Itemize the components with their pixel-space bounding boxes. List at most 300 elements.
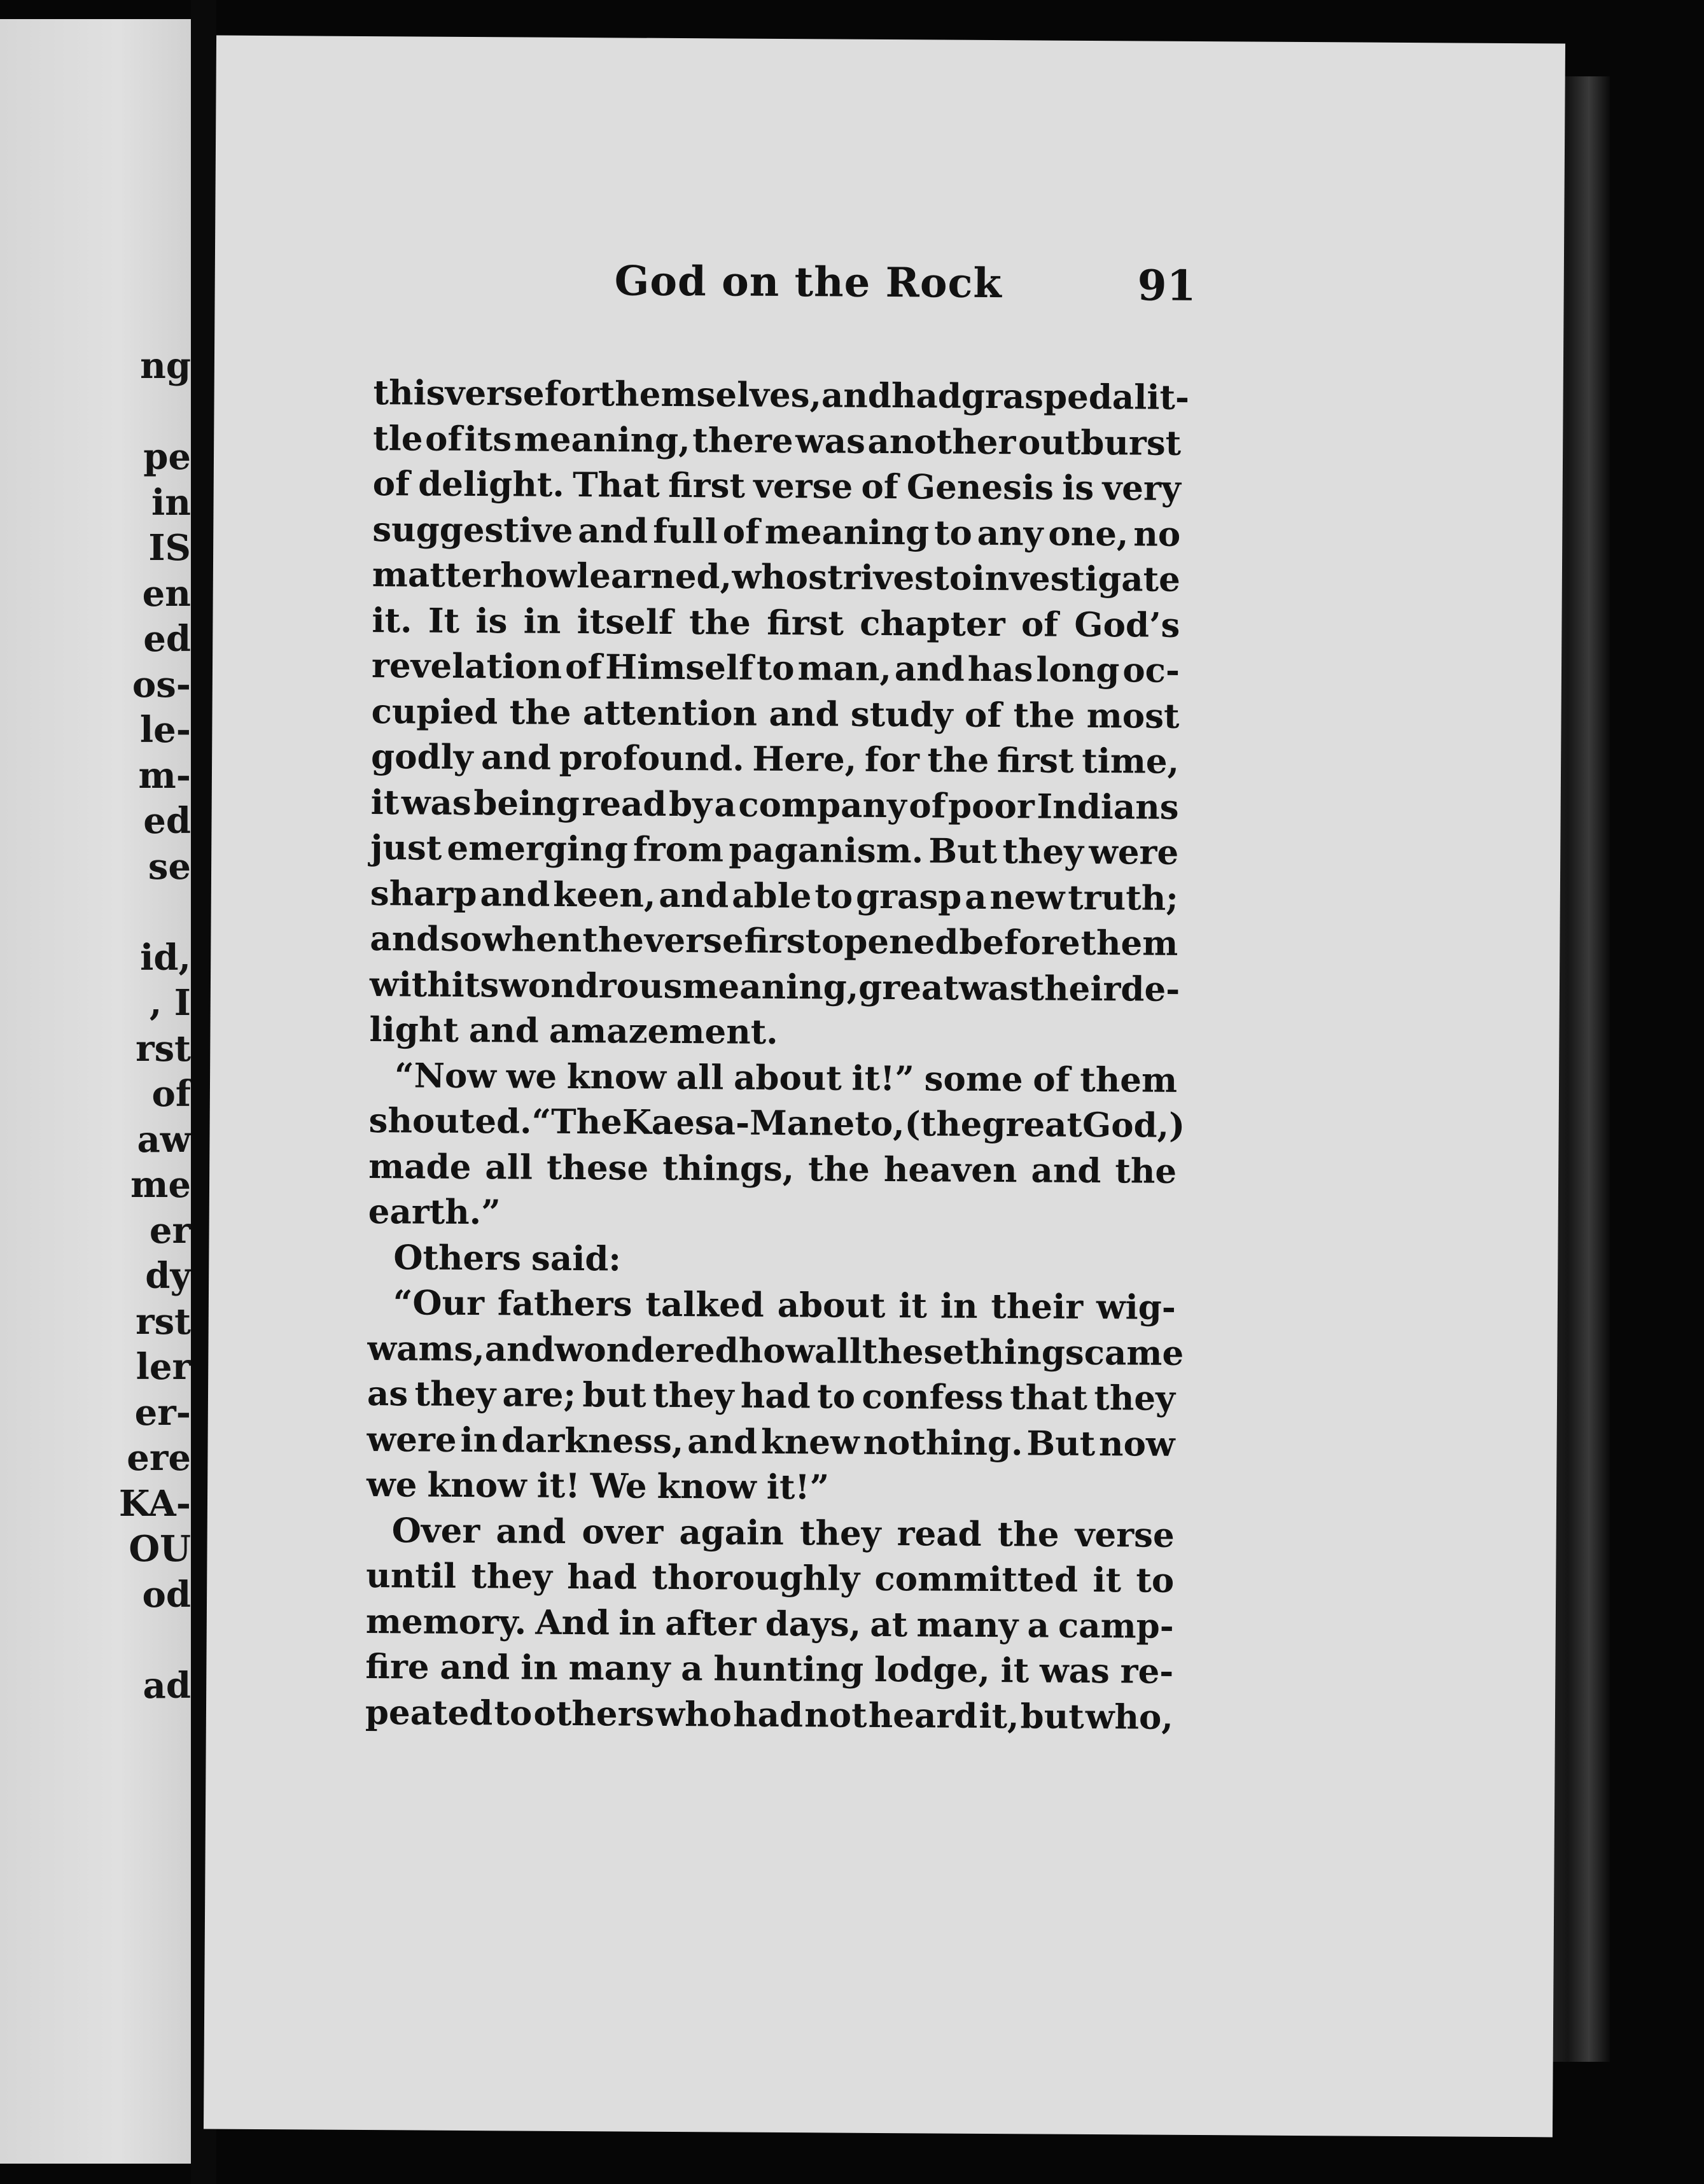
word: strives <box>808 557 934 598</box>
word: the <box>582 920 645 960</box>
previous-page-fragment: ed <box>143 800 191 842</box>
word: before <box>958 922 1080 963</box>
word: attention <box>582 692 758 734</box>
previous-page-fragment: , I <box>149 982 191 1024</box>
word: It <box>428 601 460 641</box>
word: some <box>924 1058 1023 1099</box>
word: were <box>1088 832 1179 872</box>
word: not <box>804 1695 867 1735</box>
word: was <box>401 782 471 823</box>
previous-page-fragment: en <box>142 572 191 615</box>
text-line <box>372 507 1180 557</box>
previous-page-fragment: id, <box>140 936 191 979</box>
word: being <box>473 783 580 823</box>
word: they <box>414 1374 496 1415</box>
word: tle <box>373 418 423 459</box>
word: but <box>582 1375 646 1415</box>
word: has <box>967 649 1033 690</box>
word: de- <box>1121 969 1180 1009</box>
word: and <box>821 375 892 416</box>
word: all <box>676 1057 724 1097</box>
word: Over <box>391 1510 480 1551</box>
word: verse <box>644 920 744 961</box>
word: poor <box>947 786 1035 826</box>
word: verse <box>445 373 545 414</box>
word: it!” <box>766 1467 830 1508</box>
word: things, <box>662 1148 795 1189</box>
text-line <box>371 689 1179 739</box>
word: and <box>687 1421 758 1462</box>
word: Genesis <box>906 467 1054 508</box>
word: fathers <box>497 1284 632 1324</box>
word: read <box>897 1513 982 1554</box>
word: came <box>1084 1333 1184 1373</box>
word: many <box>568 1648 671 1688</box>
word: chapter <box>860 603 1005 644</box>
previous-page-fragment: aw <box>137 1118 191 1161</box>
text-line <box>371 734 1179 785</box>
word: memory. <box>365 1601 527 1642</box>
word: verse <box>753 466 853 507</box>
word: investigate <box>972 558 1180 599</box>
text-line <box>368 1098 1185 1149</box>
word: fire <box>365 1647 429 1687</box>
word: and <box>480 738 552 778</box>
word: And <box>535 1602 610 1642</box>
word: emerging <box>447 828 628 869</box>
word: these <box>546 1147 649 1188</box>
word: “Now <box>394 1055 497 1096</box>
word: another <box>867 421 1016 462</box>
word: until <box>366 1556 457 1596</box>
word: to <box>817 1376 856 1417</box>
word: it, <box>979 1696 1019 1736</box>
previous-page-fragment: ler <box>136 1346 191 1388</box>
text-line <box>365 1644 1173 1695</box>
word: But <box>1026 1423 1096 1464</box>
text-line <box>368 1235 1176 1285</box>
previous-page-fragment: m- <box>138 754 191 797</box>
word: wondrous <box>499 965 683 1006</box>
word: of <box>424 419 463 459</box>
word: it <box>898 1286 928 1326</box>
word: Here, <box>752 739 857 780</box>
previous-page-fragment <box>0 890 191 935</box>
word: after <box>665 1603 757 1644</box>
word: very <box>1102 468 1181 508</box>
text-line <box>366 1599 1174 1649</box>
word: know <box>427 1465 527 1506</box>
text-line <box>367 1326 1184 1376</box>
word: we <box>366 1465 417 1505</box>
body-text <box>365 370 1190 1740</box>
word: and <box>468 1011 539 1051</box>
word: earth.” <box>368 1192 501 1233</box>
word: of <box>564 647 603 687</box>
word: many <box>916 1604 1019 1645</box>
word: Indians <box>1037 786 1179 827</box>
word: great <box>982 1104 1083 1145</box>
word: know <box>566 1056 667 1097</box>
text-line <box>370 916 1178 967</box>
word: days, <box>765 1604 862 1644</box>
word: made <box>368 1146 471 1187</box>
word: “Our <box>393 1283 485 1324</box>
word: is <box>1062 468 1094 508</box>
previous-page-fragment: of <box>151 1073 191 1115</box>
word: wig- <box>1096 1287 1177 1327</box>
word: delight. <box>418 464 564 505</box>
word: it <box>1000 1651 1030 1691</box>
word: of <box>372 464 410 504</box>
previous-page-fragments <box>0 344 191 1709</box>
previous-page-fragment: IS <box>148 527 191 569</box>
word: at <box>870 1604 908 1644</box>
word: it! <box>536 1466 580 1506</box>
word: We <box>590 1466 647 1506</box>
word: and <box>440 1647 510 1688</box>
word: who <box>655 1694 732 1735</box>
word: it. <box>372 600 412 640</box>
text-line <box>367 1371 1175 1422</box>
word: the <box>1115 1151 1177 1191</box>
word: truth; <box>1068 878 1179 918</box>
word: know <box>657 1466 757 1507</box>
word: there <box>692 420 793 461</box>
word: them <box>1080 923 1178 963</box>
text-line <box>372 643 1180 694</box>
word: over <box>582 1511 664 1552</box>
text-line <box>370 825 1178 876</box>
word: are; <box>502 1375 576 1415</box>
word: keen, <box>553 874 656 915</box>
word: they <box>1094 1378 1176 1418</box>
previous-page-fragment: dy <box>145 1255 191 1297</box>
word: Kaesa-Maneto, <box>622 1102 905 1144</box>
word: But <box>928 831 998 872</box>
word: for <box>544 374 599 414</box>
word: things <box>963 1332 1084 1373</box>
word: company <box>738 785 907 825</box>
text-line <box>368 1280 1176 1331</box>
word: who, <box>1085 1697 1174 1737</box>
word: is <box>475 601 508 641</box>
text-line <box>370 962 1178 1012</box>
word: the <box>509 692 571 732</box>
word: thoroughly <box>652 1557 860 1599</box>
word: a <box>1027 1605 1049 1646</box>
word: Himself <box>604 647 754 688</box>
word: they <box>652 1375 734 1416</box>
word: hunting <box>713 1649 864 1690</box>
word: a <box>681 1649 703 1689</box>
word: heard <box>868 1695 978 1736</box>
word: said: <box>531 1238 622 1278</box>
word: they <box>799 1513 881 1553</box>
word: sharp <box>370 873 477 914</box>
word: revelation <box>371 646 562 687</box>
word: was <box>958 968 1029 1008</box>
word: a <box>1112 377 1135 417</box>
text-line <box>373 461 1181 512</box>
word: now <box>1098 1424 1175 1464</box>
word: how <box>500 556 576 596</box>
word: was <box>795 421 866 461</box>
word: profound. <box>559 738 744 779</box>
word: lodge, <box>874 1649 990 1691</box>
word: meaning, <box>682 966 859 1007</box>
word: study <box>850 694 953 735</box>
previous-page-fragment: in <box>151 481 191 524</box>
text-line <box>373 416 1181 466</box>
word: cupied <box>371 691 498 732</box>
word: learned, <box>576 556 732 597</box>
word: was <box>1039 1651 1110 1691</box>
word: and <box>496 1511 566 1551</box>
previous-page-fragment: me <box>130 1164 191 1206</box>
word: they <box>1002 832 1084 872</box>
word: the <box>688 602 751 643</box>
word: that <box>1009 1378 1088 1418</box>
word: grasped <box>961 376 1113 417</box>
word: had <box>891 376 962 416</box>
word: outburst <box>1017 422 1182 463</box>
word: of <box>861 466 898 507</box>
word: oc- <box>1122 650 1180 690</box>
word: its <box>451 965 499 1005</box>
word: themselves, <box>599 374 822 416</box>
word: were <box>367 1419 457 1460</box>
word: when <box>482 920 582 960</box>
previous-page-fragment: le- <box>139 709 191 751</box>
word: meaning <box>764 512 930 552</box>
word: new <box>989 877 1065 918</box>
word: so <box>440 919 482 960</box>
word: God,) <box>1082 1105 1185 1145</box>
word: lit- <box>1134 377 1190 417</box>
word: they <box>471 1557 553 1597</box>
word: knew <box>760 1422 860 1462</box>
word: about <box>733 1058 842 1098</box>
word: time, <box>1082 741 1180 781</box>
word: who <box>732 557 809 598</box>
word: to <box>933 512 973 553</box>
word: and <box>578 510 648 551</box>
word: it <box>370 782 400 822</box>
word: had <box>740 1376 811 1417</box>
word: suggestive <box>372 509 573 550</box>
word: talked <box>645 1284 765 1325</box>
previous-page-fragment <box>0 389 191 435</box>
word: no <box>1133 514 1181 554</box>
word: Others <box>393 1237 522 1278</box>
text-line <box>368 1189 1177 1240</box>
text-line <box>372 598 1180 648</box>
text-line <box>366 1553 1174 1604</box>
word: full <box>653 511 718 551</box>
previous-page-fragment <box>0 1618 191 1663</box>
word: again <box>679 1512 785 1553</box>
word: any <box>977 513 1044 554</box>
previous-page-fragment: pe <box>143 436 191 478</box>
word: to <box>814 876 853 916</box>
previous-page-fragment: rst <box>136 1300 191 1343</box>
word: long <box>1036 650 1120 690</box>
word: light <box>369 1010 459 1050</box>
word: by <box>668 784 713 824</box>
previous-page-fragment: os- <box>132 663 191 706</box>
text-line <box>369 1053 1177 1103</box>
word: but <box>1020 1696 1084 1737</box>
text-line <box>370 780 1178 830</box>
word: read <box>582 783 667 824</box>
text-line <box>367 1462 1175 1513</box>
word: and <box>659 875 729 915</box>
word: first <box>767 603 844 643</box>
word: wondered <box>554 1329 739 1371</box>
previous-page-fragment: rst <box>136 1027 191 1070</box>
word: heaven <box>883 1149 1017 1190</box>
word: it <box>1093 1560 1122 1600</box>
word: had <box>732 1695 804 1735</box>
previous-page-fragment: er <box>149 1209 191 1252</box>
text-line <box>367 1508 1175 1558</box>
word: meaning, <box>513 419 690 460</box>
word: great <box>858 967 959 1008</box>
word: of <box>722 511 760 552</box>
word: had <box>567 1557 638 1597</box>
word: first <box>667 465 746 506</box>
previous-page-fragment: ed <box>143 618 191 660</box>
word: itself <box>576 601 674 642</box>
word: nothing. <box>863 1422 1023 1463</box>
word: their <box>1028 968 1121 1009</box>
previous-page-fragment: od <box>142 1573 191 1616</box>
text-line <box>369 1007 1177 1058</box>
word: all <box>814 1331 863 1371</box>
word: most <box>1086 696 1180 736</box>
chapter-title: God on the Rock <box>614 257 1003 308</box>
word: peated <box>365 1692 493 1733</box>
word: as <box>367 1374 409 1414</box>
word: others <box>533 1693 655 1734</box>
word: to <box>756 648 795 689</box>
previous-page-fragment: ere <box>127 1437 191 1479</box>
word: them <box>1080 1060 1178 1100</box>
word: and <box>484 1329 555 1369</box>
word: man, <box>797 648 892 689</box>
word: and <box>480 874 550 914</box>
word: in <box>618 1602 657 1643</box>
word: from <box>632 829 724 870</box>
word: we <box>506 1056 557 1096</box>
word: first <box>996 741 1074 781</box>
word: in <box>523 601 561 641</box>
word: all <box>485 1147 533 1187</box>
word: this <box>373 373 445 413</box>
word: matter <box>372 555 501 596</box>
word: with <box>369 964 452 1005</box>
running-head <box>214 255 1564 333</box>
word: able <box>731 876 812 916</box>
text-line <box>368 1144 1177 1194</box>
word: of <box>1021 604 1059 645</box>
previous-page-fragment: ng <box>140 345 191 387</box>
word: the <box>1013 695 1075 736</box>
word: and <box>894 649 965 689</box>
page-number: 91 <box>1137 260 1196 311</box>
word: of <box>909 785 946 826</box>
word: first <box>744 921 821 962</box>
word: and <box>370 919 440 959</box>
word: opened <box>821 921 959 962</box>
word: to <box>494 1693 533 1733</box>
word: in <box>940 1286 978 1326</box>
word: darkness, <box>501 1420 684 1461</box>
word: in <box>460 1420 498 1460</box>
previous-page-strip <box>0 19 197 2164</box>
word: confess <box>862 1376 1003 1418</box>
word: a <box>714 784 736 825</box>
word: the <box>927 740 989 780</box>
word: for <box>864 739 920 780</box>
word: grasp <box>855 876 962 917</box>
word: of <box>1033 1059 1070 1100</box>
word: paganism. <box>729 830 924 871</box>
word: and <box>1031 1150 1101 1191</box>
book-page <box>204 36 1565 2138</box>
previous-page-fragment: er- <box>134 1391 191 1434</box>
previous-page-fragment: se <box>148 845 191 888</box>
word: to <box>1136 1560 1175 1600</box>
text-line <box>373 370 1190 421</box>
text-line <box>365 1690 1173 1740</box>
word: these <box>862 1331 965 1372</box>
word: shouted. <box>368 1101 532 1142</box>
previous-page-fragment: ad <box>143 1664 191 1707</box>
word: committed <box>874 1558 1079 1600</box>
word: That <box>572 465 660 505</box>
word: and <box>769 694 839 734</box>
word: their <box>991 1287 1084 1327</box>
previous-page-fragment: KA- <box>118 1482 191 1525</box>
word: verse <box>1075 1515 1175 1555</box>
word: God’s <box>1074 605 1180 645</box>
word: re- <box>1120 1651 1174 1691</box>
previous-page-fragment: OU <box>129 1528 191 1570</box>
word: how <box>738 1331 815 1371</box>
word: just <box>370 828 442 868</box>
word: wams, <box>367 1328 485 1369</box>
word: a <box>965 877 987 917</box>
word: (the <box>904 1104 982 1144</box>
word: its <box>464 419 512 459</box>
text-line <box>367 1417 1175 1467</box>
word: “The <box>531 1102 622 1142</box>
text-line <box>372 552 1180 603</box>
word: to <box>933 558 972 598</box>
word: about <box>777 1285 886 1326</box>
word: camp- <box>1058 1606 1174 1646</box>
word: the <box>997 1514 1059 1555</box>
text-line <box>370 871 1178 921</box>
word: it!” <box>851 1058 915 1098</box>
word: of <box>964 695 1002 735</box>
word: in <box>520 1648 559 1688</box>
word: amazement. <box>548 1011 778 1052</box>
word: one, <box>1048 514 1129 554</box>
word: the <box>807 1149 870 1189</box>
